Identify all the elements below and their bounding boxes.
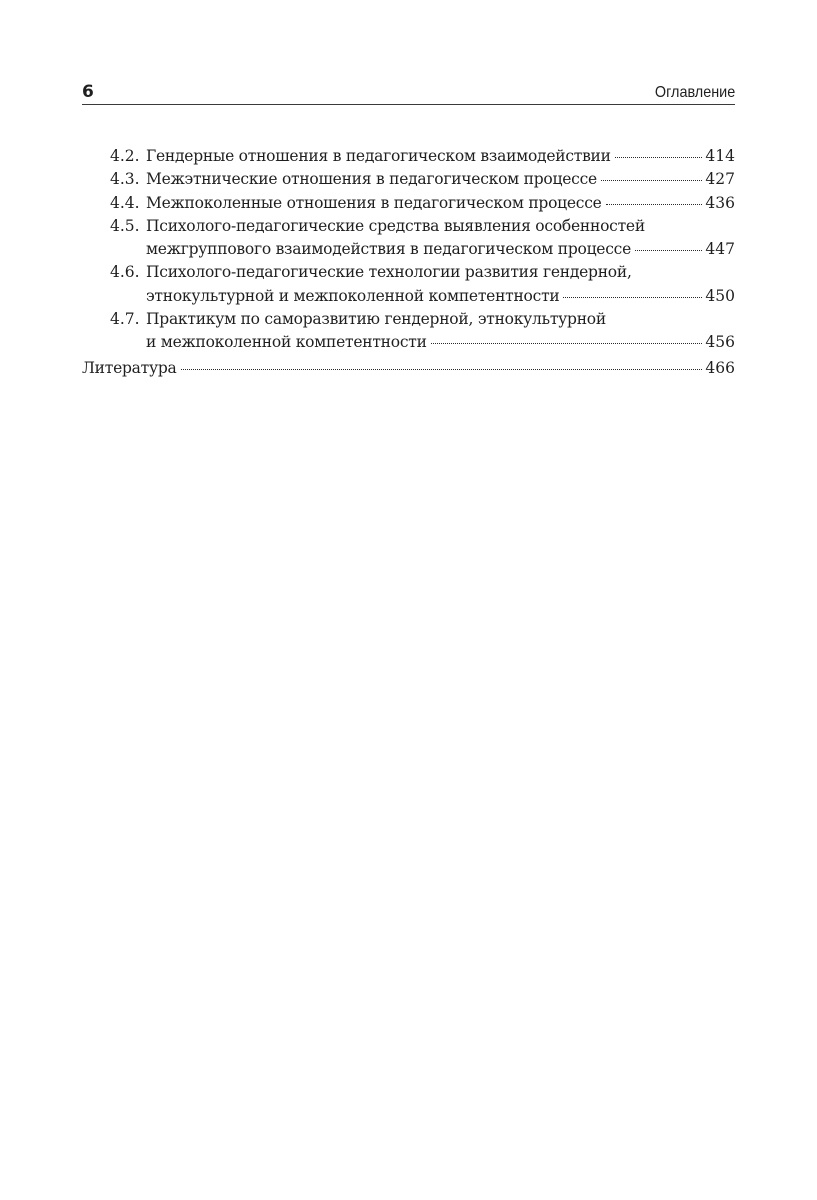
dot-leader xyxy=(181,368,703,370)
toc-entry-title-continued: этнокультурной и межпоколенной компетентности xyxy=(146,286,560,305)
toc-entry-literature[interactable] xyxy=(82,357,735,380)
toc-entry-page: 427 xyxy=(705,170,735,189)
toc-entry-line xyxy=(110,285,735,308)
toc-entry-title: Литература xyxy=(82,358,177,377)
toc-entry-title: Психолого-педагогические средства выявления особенностей xyxy=(146,216,645,235)
dot-leader xyxy=(606,203,703,205)
dot-leader xyxy=(635,249,702,251)
toc-entry-line xyxy=(110,308,735,331)
toc-entry-line xyxy=(110,145,735,168)
toc-entry-page: 447 xyxy=(705,240,735,259)
dot-leader xyxy=(431,342,703,344)
toc-entry-number: 4.3. xyxy=(110,170,140,189)
toc-entry-line xyxy=(110,192,735,215)
toc-entry-page: 450 xyxy=(705,286,735,305)
toc-entry-line xyxy=(110,261,735,284)
table-of-contents xyxy=(82,145,735,380)
toc-entry-title: Гендерные отношения в педагогическом взаимодействии xyxy=(146,147,611,165)
toc-entry-number: 4.6. xyxy=(110,263,140,282)
toc-entry-title: Межпоколенные отношения в педагогическом процессе xyxy=(146,193,602,212)
toc-entry-4-5[interactable] xyxy=(82,215,735,262)
toc-entry-line xyxy=(110,238,735,261)
toc-entry-4-3[interactable] xyxy=(82,168,735,191)
toc-entry-4-7[interactable] xyxy=(82,308,735,355)
toc-entry-line xyxy=(110,215,735,238)
toc-entry-title-continued: и межпоколенной компетентности xyxy=(146,333,427,352)
toc-entry-line xyxy=(82,357,735,380)
toc-entry-line xyxy=(110,331,735,354)
toc-entry-page: 414 xyxy=(705,147,735,165)
page-number: 6 xyxy=(82,82,94,102)
toc-entry-number: 4.5. xyxy=(110,216,140,235)
toc-entry-title: Психолого-педагогические технологии развития гендерной, xyxy=(146,263,632,282)
toc-entry-number: 4.7. xyxy=(110,310,140,329)
toc-entry-title: Практикум по саморазвитию гендерной, этнокультурной xyxy=(146,310,606,329)
toc-entry-title-continued: межгруппового взаимодействия в педагогическом процессе xyxy=(146,240,631,259)
toc-entry-number: 4.4. xyxy=(110,193,140,212)
toc-entry-4-2[interactable] xyxy=(82,145,735,168)
toc-entry-page: 456 xyxy=(705,333,735,352)
toc-entry-4-4[interactable] xyxy=(82,192,735,215)
toc-entry-number: 4.2. xyxy=(110,147,140,165)
toc-entry-page: 466 xyxy=(705,358,735,377)
running-title: Оглавление xyxy=(654,84,735,101)
running-header xyxy=(82,80,735,105)
toc-entry-page: 436 xyxy=(705,193,735,212)
dot-leader xyxy=(601,179,702,181)
toc-entry-line xyxy=(110,168,735,191)
dot-leader xyxy=(563,296,702,298)
toc-entry-4-6[interactable] xyxy=(82,261,735,308)
dot-leader xyxy=(615,156,703,158)
toc-entry-title: Межэтнические отношения в педагогическом процессе xyxy=(146,170,597,189)
